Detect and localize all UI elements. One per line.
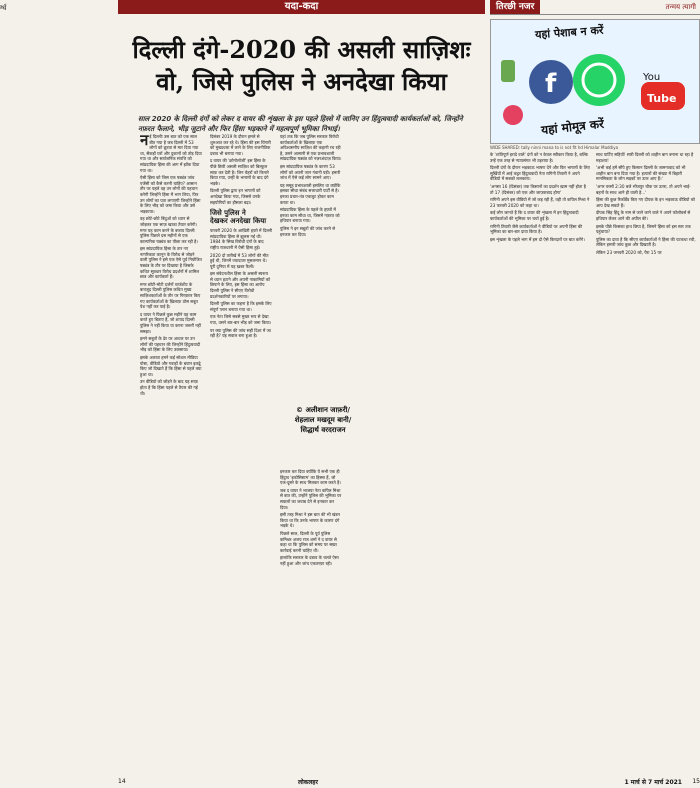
right-author: तन्मय त्यागी <box>665 3 696 11</box>
paragraph: इस सांप्रदायिक षड्यंत्र के कारण 53 लोगों को अपनी जान गंवानी पड़ी। हमारी जांच में ऐसे कई लोग सामने आए। <box>280 163 341 181</box>
paragraph: दिल्ली दंगों के दौरान भड़काऊ भाषण देने और फिर भाषणों के लिए सुर्ख़ियों में आई कट्टर हिंदुत्ववादी नेता रागिनी तिवारी ने अपने वीडियो में सबको ललकारा। <box>490 165 590 182</box>
standfirst: साल 2020 के दिल्ली दंगों को लेकर द वायर की शृंखला के इस पहले हिस्से में जानिए उन हिंदुत्ववादी कार्यकर्ताओं को, जिन्होंने नफ़रत फैलाने, भीड़ जुटाने और फिर हिंसा भड़काने में महत्वपूर्ण भूमिका निभाई। <box>138 115 463 133</box>
right-column-1 <box>490 152 590 244</box>
right-column-2 <box>596 152 696 258</box>
byline <box>268 405 378 435</box>
paragraph: हमने सबूतों के ढेर पर आधार पर उन लोगों की पहचान की जिन्होंने हिंदुत्ववादी भीड़ को हिंसा के लिए उकसाया। <box>140 336 201 353</box>
paragraph: वह छोटे-छोटे बिंदुओं को ध्यान से जोड़कर एक साफ़ खाका तैयार करेगी। मगर यह काम करने के बजाय दिल्ली पुलिस पिछले दस महीनों से एक काल्पनिक षड्यंत्र का पीछा कर रही है। <box>140 216 198 244</box>
paragraph: पिछले साल, दिल्ली के पूर्व पुलिस कमिश्नर अजय राज शर्मा ने द वायर से कहा था कि पुलिस को समय पर सख़्त कार्रवाई करनी चाहिए थी। <box>280 530 337 553</box>
byline-line-2: शेहलाल मखदूम बानी/ <box>294 416 352 424</box>
right-section-title: तिरछी नजर <box>490 0 540 14</box>
paragraph: ऐसी हिंसा को जिस एक षड्यंत्र जांच एजेंसी को कैसे करनी चाहिए? आसान तौर पर पहले वह उन लोगों की पहचान करेगी जिन्होंने हिंसा में भाग लिया, फिर उन लोगों का पता लगाएगी जिन्होंने हिंसा के लिए भीड़ को जमा किया और उसे भड़काया। <box>140 175 201 214</box>
paragraph: उन वीडियो को जोड़ने के बाद यह साफ़ होता है कि हिंसा पहले से तैयार की गई थी। <box>140 379 198 396</box>
paragraph: 2020 दो तारीखें में 53 लोगों की मौत हुई थी, जिनमें ज्यादातर मुसलमान थे। पूरी दुनिया में यह ख़बर फैली। <box>210 252 269 269</box>
publication-name: लोकलहर <box>298 779 318 786</box>
paragraph: पर क्या पुलिस की जांच सही दिशा में जा रही है? यह सवाल बना हुआ है। <box>210 327 271 339</box>
paragraph: रागिनी अपने इस वीडियो में जो कह रही हैं, वही तो कपिल मिश्रा ने 23 फरवरी 2020 को कहा था। <box>490 197 590 208</box>
headline <box>118 34 485 98</box>
paragraph: साथ पार्टिए सहियों! सारी दिल्ली को शाहीन बाग बनाना था रहा है महाशय! <box>596 152 694 163</box>
subheading-line-1: जिसे पुलिस ने <box>210 209 246 218</box>
paragraph: इसके पीछे किसका हाथ छिपा है, जिसने हिंसा को इस स्तर तक पहुंचाया? <box>596 223 691 235</box>
paragraph: फरवरी 2020 के आख़िरी हफ़्ते में दिल्ली सांप्रदायिक हिंसा से झुलस गई थी। 1984 के सिख विरोधी दंगों के बाद राष्ट्रीय राजधानी में ऐसी हिंसा हुई। <box>210 228 272 250</box>
paragraph: ई दिल्लीः उस बात को एक साल बीत गया है जब दिल्ली में 53 लोगों को क्रूरता से मार दिया गया था, सैकड़ों घरों और दुकानों को तोड़ दिया गया था और सार्वजनिक संपत्ति को सांप्रदायिक हिंसा की आग में झोंक दिया गया था। <box>140 134 202 173</box>
svg-text:Tube: Tube <box>647 92 677 105</box>
paragraph: द वायर ने पिछले कुछ महीने यह काम करते हुए बिताए हैं, जो शायद दिल्ली पुलिस ने नहीं किया या करना जरूरी नहीं समझा। <box>140 311 201 334</box>
paragraph: मगर छोटी-मोटी दर्जनों चार्जशीट के बावजूद दिल्ली पुलिस कथित मुख्य साज़िशकर्ताओं के तौर पर गिरफ़्तार किए गए कार्यकर्ताओं के ख़िलाफ़ ठोस सबूत पेश नहीं कर पाई है। <box>140 281 201 310</box>
issue-date: 1 मार्च से 7 मार्च 2021 <box>624 779 682 786</box>
cartoon-bottom-text: यहां मोमूत्र करें <box>540 116 605 138</box>
cartoon <box>490 19 700 144</box>
section-header: यदा-कदा <box>118 0 485 14</box>
paragraph: 'अभी कई हमें सौंपे हुए किसान दिल्ली के जामनावाद को भी शाहीन बाग बना दिया गया है। हत्यारों की संख्या में बिहारी मानसिकता के लोग सड़कों पर उतर आए हैं।' <box>596 165 686 182</box>
headline-line-2: वो, जिसे पुलिस ने अनदेखा किया <box>156 67 447 96</box>
arrow-icon <box>501 60 515 82</box>
whatsapp-icon <box>573 54 625 106</box>
right-text-columns <box>490 152 700 772</box>
subheading <box>210 209 272 225</box>
paragraph: यह समूह प्रभावशाली इसलिए था क्योंकि इसका सीधा संबंध सत्ताधारी पार्टी से है। इनका प्रचार-तंत्र एकजुट होकर काम करता था। <box>280 182 341 205</box>
paragraph: द वायर की 'क्रोनोलॉजी' इस हिंसा के पीछे छिपी असली साज़िश को बिल्कुल साफ़ कर देती है। जिन चेहरों को किनारे किया गया, उन्हीं के भाषणों के बाद दंगे भड़के। <box>210 158 269 186</box>
article-column-3 <box>280 134 342 396</box>
paragraph: रागिनी तिवारी जैसे कार्यकर्ताओं ने वीडियो पर अपनी हिंसा की भूमिका का बार-बार दावा किया है। <box>490 223 583 235</box>
drop-cap: न <box>140 134 149 149</box>
page-number-left: 14 <box>118 778 126 785</box>
paragraph: कई लोग जानते हैं कि द वायर की शृंखला में इन हिंदुत्ववादी कार्यकर्ताओं की भूमिका पर चर्चा हुई है। <box>490 210 579 221</box>
paragraph: इस सांप्रदायिक हिंसा के तार नए नागरिकता कानून के विरोध से जोड़ने वाली पुलिस ने इसे एक ऐसे पूर्व नियोजित षड्यंत्र के तौर पर दिखाया है जिसके कथित सूत्रधार विरोध प्रदर्शनों में शामिल छात्र और कार्यकर्ता हैं। <box>140 246 202 280</box>
cartoon-top-text: यहां पेशाब न करें <box>534 23 604 42</box>
paragraph: यहां तक कि जब पुलिस सरकार विरोधी कार्यकर्ताओं के ख़िलाफ़ एक अविश्वसनीय साज़िश की कहानी रच रही है, उसने आसानी से एक प्रभावशाली सांप्रदायिक षड्यंत्र को नज़रअंदाज़ किया। <box>280 134 342 162</box>
subheading-line-2: देखकर अनदेखा किया <box>210 217 267 226</box>
paragraph: इस संवेदनशील हिंसा के असली स्वरूप से ध्यान हटाने और अपनी नाकामियों को छिपाने के लिए, इस हिंसा का आरोप दिल्ली पुलिस ने सीएए विरोधी प्रदर्शनकारियों पर लगाया। <box>210 271 271 299</box>
paragraph: इस शृंखला के पहले भाग में हम दो ऐसे किरदारों पर बात करेंगे। <box>490 236 585 242</box>
paragraph: जब द वायर ने भाजपा नेता कपिल मिश्रा से बात की, उन्होंने पुलिस की भूमिका पर सवालों का जवाब देने से इनकार कर दिया। <box>280 487 342 510</box>
paragraph: हालांकि सरकार के दबाव के चलते ऐसा नहीं हुआ और जांच एकतरफ़ा रही। <box>280 555 339 566</box>
paragraph: इसके अलावा हमने कई सोशल मीडिया पोस्ट, वीडियो और गवाहों के बयान इकट्ठे किए जो दिखाते हैं कि हिंसा से पहले क्या हुआ था। <box>140 354 202 377</box>
paragraph: लेकिन 23 जनवरी 2020 को, पैरा 15 पर <box>596 249 662 255</box>
paragraph: पुलिस का दावा है कि सीएए कार्यकर्ताओं ने हिंसा की पटकथा रची, लेकिन हमारी जांच कुछ और दिखाती है। <box>596 236 696 248</box>
instagram-icon <box>503 105 523 125</box>
paragraph: दिसंबर 2019 के दौरान हमले से शुरुआत कर रहे थे। हिंसा की इस चिंगारी को मुख्यधारा में लाने के लिए राजनीतिक दबाव भी बनाया गया। <box>210 134 271 156</box>
paragraph: के 'शांतिपूर्ण इरादे वाले' दंगों को न केवल स्वीकार किया है, बल्कि उन्हें एक तरह से न्यायसंगत भी ठहराया है। <box>490 152 588 163</box>
right-section-header <box>490 0 700 15</box>
paragraph: सांप्रदायिक हिंसा के पहले के हफ़्तों में इनका काम सीधा था, जिसमें नफ़रत को हथियार बनाया गया। <box>280 207 340 224</box>
paragraph: एक नेता जिसे सबसे मुखर रूप से देखा गया, उसने बार-बार भीड़ को जमा किया। <box>210 314 272 326</box>
headline-line-1: दिल्ली दंगे-2020 की असली साज़िशः <box>132 35 471 64</box>
paragraph: दिल्ली पुलिस का कहना है कि इसके लिए संपूर्ण प्लान बनाया गया था। <box>210 301 272 312</box>
article-columns <box>140 134 480 766</box>
svg-text:f: f <box>545 69 557 99</box>
article-column-2 <box>210 134 272 341</box>
paragraph: 'अगर परसों 2:30 बजे भीजपुर चौक पर उतरा, तो अपने भाई-बहनों के साथ आने ही वाली है...' <box>596 183 691 195</box>
byline-line-1: © अलीशान जाफ़री/ <box>296 406 350 414</box>
paragraph: हिंसा की कुछ रिकॉर्डेड किए गए दीपक के इन भड़काऊ वीडियो को आप देख सकते हैं। <box>596 197 696 208</box>
article-column-4 <box>280 469 342 569</box>
corner-mark: र्ग्ध <box>0 4 7 12</box>
article-column-1 <box>140 134 202 398</box>
paragraph: दीपक सिंह हिंदू के नाम से जाने जाने वाले ने अपने फॉलोवर्स से हथियार लेकर आने की अपील की। <box>596 210 691 221</box>
byline-line-3: सिद्धार्थ वरदराजन <box>300 426 346 434</box>
page-number-right: 15 <box>692 778 700 785</box>
paragraph: दिल्ली पुलिस द्वारा इन भाषणों को अनदेखा किया गया, जिससे उनके सहयोगियों का हौसला बढ़ा। <box>210 188 261 205</box>
svg-text:You: You <box>643 72 661 83</box>
cartoon-caption: WIDE SHARED: tally ninni mana to is not fit hd Himalar Maddiya <box>490 145 619 150</box>
paragraph: 'अगस्त 16 (दिसंबर) तक किसानों का प्रदर्शन ख़त्म नहीं होता है तो 17 (दिसंबर) को एक और जाफ़राबाद होगा' <box>490 183 586 195</box>
paragraph: पुलिस ने इन सबूतों की जांच करने से इनकार कर दिया। <box>280 225 336 237</box>
paragraph: इनकार कर दिया क्योंकि ये सभी एक ही हिंदुत्व 'इकोसिस्टम' का हिस्सा हैं, जो एक-दूसरे के साथ मिलकर काम करते हैं। <box>280 469 341 486</box>
paragraph: इसी तरह मिश्रा ने इस बात की भी खंडन किया था कि उनके भाषण के कारण दंगे भड़के थे। <box>280 512 340 529</box>
